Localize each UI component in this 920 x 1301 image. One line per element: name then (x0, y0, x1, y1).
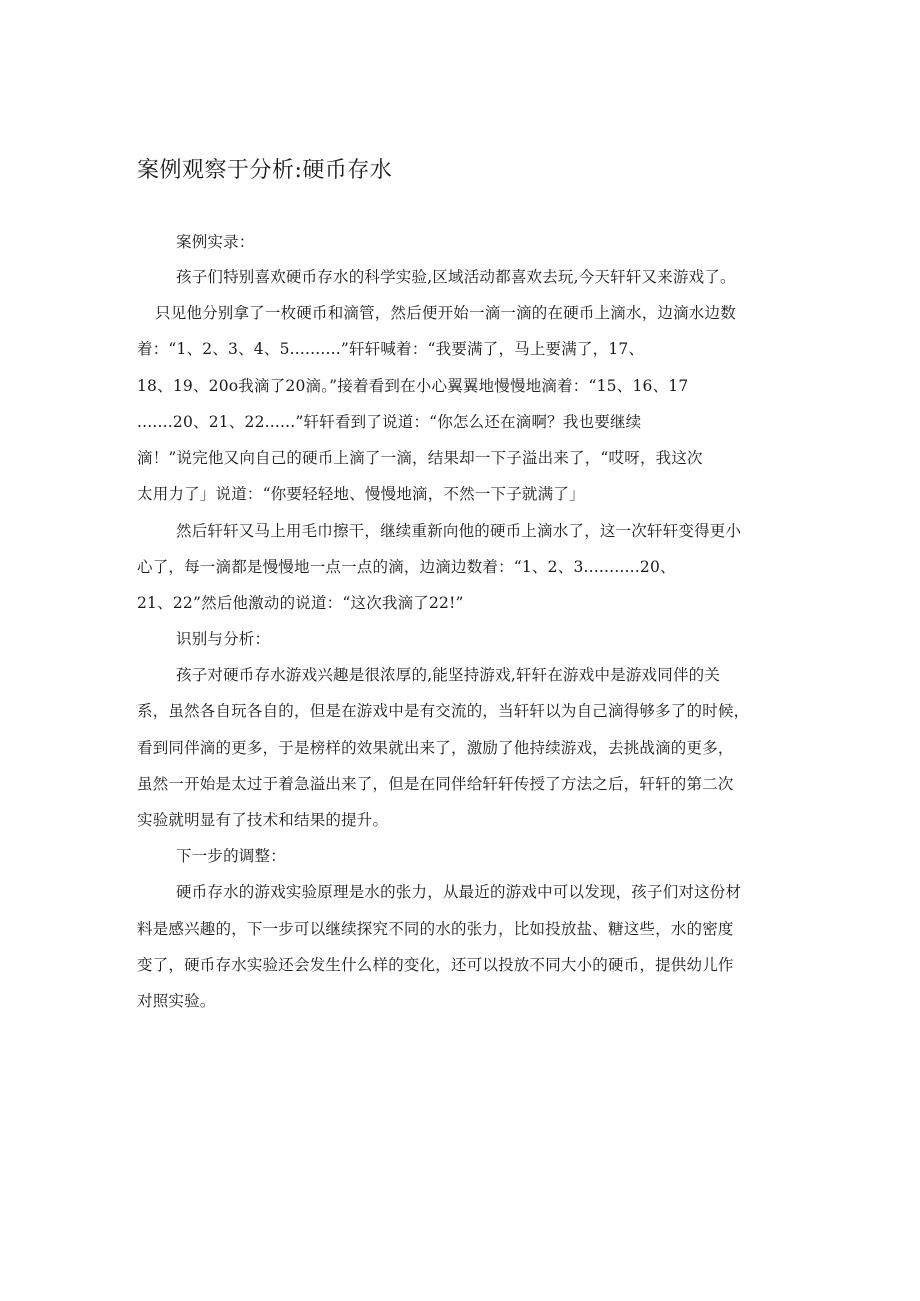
paragraph-line: 变了，硬币存水实验还会发生什么样的变化，还可以投放不同大小的硬币，提供幼儿作 (137, 956, 734, 974)
paragraph-line: 看到同伴滴的更多，于是榜样的效果就出来了，激励了他持续游戏，去挑战滴的更多， (137, 739, 734, 757)
document-title: 案例观察于分析:硬币存水 (137, 158, 393, 183)
section-heading-next-step: 下一步的调整： (176, 847, 286, 865)
paragraph-line: 21、22”然后他激动的说道：“这次我滴了22!” (137, 594, 464, 612)
paragraph-line: 心了，每一滴都是慢慢地一点一点的滴，边滴边数着：“1、2、3...........20、 (137, 558, 676, 576)
paragraph-line: 虽然一开始是太过于着急溢出来了，但是在同伴给轩轩传授了方法之后，轩轩的第二次 (137, 775, 734, 793)
paragraph-line: 孩子们特别喜欢硬币存水的科学实验,区域活动都喜欢去玩,今天轩轩又来游戏了。 (176, 268, 736, 286)
paragraph-line: 18、19、20o我滴了20滴。”接着看到在小心翼翼地慢慢地滴着：“15、16、17 (137, 377, 689, 395)
paragraph-line: 孩子对硬币存水游戏兴趣是很浓厚的,能坚持游戏,轩轩在游戏中是游戏同伴的关 (176, 666, 721, 684)
paragraph-line: 然后轩轩又马上用毛巾擦干，继续重新向他的硬币上滴水了，这一次轩轩变得更小 (176, 522, 742, 540)
paragraph-line: .......20、21、22......”轩轩看到了说道：“你怎么还在滴啊？我也要继续 (137, 413, 642, 431)
paragraph-line: 对照实验。 (137, 992, 216, 1010)
section-heading-case-record: 案例实录： (176, 233, 255, 251)
paragraph-line: 太用力了」说道：“你要轻轻地、慢慢地滴，不然一下子就满了」 (137, 485, 585, 503)
paragraph-line: 料是感兴趣的，下一步可以继续探究不同的水的张力，比如投放盐、糖这些，水的密度 (137, 920, 734, 938)
paragraph-line: 系，虽然各自玩各自的，但是在游戏中是有交流的，当轩轩以为自己滴得够多了的时候， (137, 702, 750, 720)
paragraph-line: 着：“1、2、3、4、5..........”轩轩喊着：“我要满了，马上要满了，17、 (137, 340, 645, 358)
section-heading-analysis: 识别与分析： (176, 630, 271, 648)
paragraph-line: 只见他分别拿了一枚硬币和滴管，然后便开始一滴一滴的在硬币上滴水，边滴水边数 (155, 304, 736, 322)
paragraph-line: 滴！”说完他又向自己的硬币上滴了一滴，结果却一下子溢出来了，“哎呀，我这次 (137, 449, 703, 467)
paragraph-line: 硬币存水的游戏实验原理是水的张力，从最近的游戏中可以发现，孩子们对这份材 (176, 883, 742, 901)
paragraph-line: 实验就明显有了技术和结果的提升。 (137, 811, 389, 829)
